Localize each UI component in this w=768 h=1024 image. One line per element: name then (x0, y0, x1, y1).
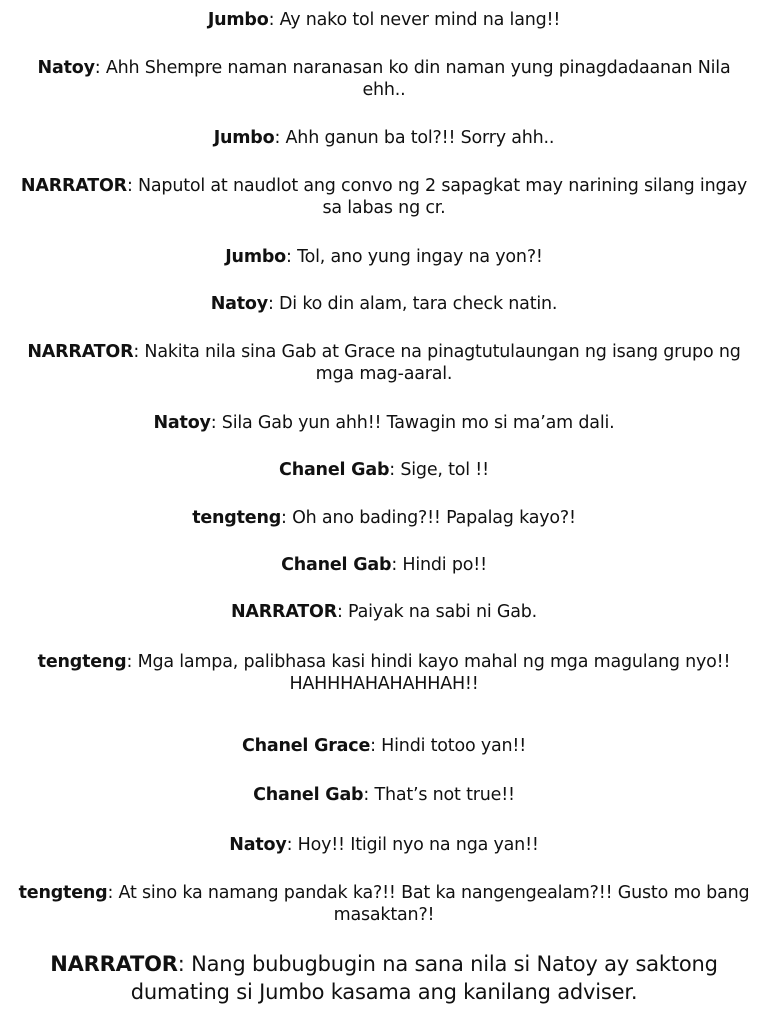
dialogue-line (14, 882, 754, 926)
dialogue-text: : Di ko din alam, tara check natin. (267, 294, 558, 314)
dialogue-text: : Sige, tol !! (389, 460, 489, 480)
dialogue-text: : Nang bubugbugin na sana nila si Natoy ay saktong dumating si Jumbo kasama ang kanilang adviser. (130, 952, 718, 1004)
dialogue-line (14, 834, 754, 856)
dialogue-line (14, 554, 754, 576)
dialogue-text: : Nakita nila sina Gab at Grace na pinagtutulaungan ng isang grupo ng mga mag-aaral. (133, 342, 741, 384)
dialogue-text: : Ahh Shempre naman naranasan ko din naman yung pinagdadaanan Nila ehh.. (94, 58, 731, 100)
dialogue-text: : Hindi totoo yan!! (370, 736, 527, 756)
speaker-name: Jumbo (225, 247, 287, 267)
dialogue-text: : Naputol at naudlot ang convo ng 2 sapagkat may narining silang ingay sa labas ng cr. (126, 176, 748, 218)
dialogue-text: : Mga lampa, palibhasa kasi hindi kayo mahal ng mga magulang nyo!! HAHHHAHAHAHHAH!! (126, 652, 731, 694)
dialogue-line (14, 601, 754, 623)
dialogue-line (14, 735, 754, 757)
speaker-name: Natoy (153, 413, 211, 433)
speaker-name: Natoy (210, 294, 268, 314)
dialogue-line (14, 127, 754, 149)
dialogue-line (14, 507, 754, 529)
dialogue-line (14, 246, 754, 268)
speaker-name: NARRATOR (27, 342, 134, 362)
dialogue-text: : Ahh ganun ba tol?!! Sorry ahh.. (274, 128, 555, 148)
speaker-name: Chanel Grace (241, 736, 371, 756)
narration-line (30, 950, 738, 1006)
dialogue-line (14, 175, 754, 219)
dialogue-text: : Tol, ano yung ingay na yon?! (286, 247, 543, 267)
speaker-name: Chanel Gab (281, 555, 392, 575)
dialogue-text: : Sila Gab yun ahh!! Tawagin mo si ma’am dali. (210, 413, 615, 433)
speaker-name: Natoy (229, 835, 287, 855)
dialogue-text: : That’s not true!! (363, 785, 515, 805)
dialogue-line (14, 412, 754, 434)
speaker-name: Jumbo (213, 128, 275, 148)
dialogue-line (14, 293, 754, 315)
dialogue-line (14, 9, 754, 31)
dialogue-text: : Oh ano bading?!! Papalag kayo?! (281, 508, 576, 528)
speaker-name: tengteng (192, 508, 282, 528)
speaker-name: Chanel Gab (279, 460, 390, 480)
speaker-name: Jumbo (207, 10, 269, 30)
dialogue-text: : At sino ka namang pandak ka?!! Bat ka nangengealam?!! Gusto mo bang masaktan?! (107, 883, 750, 925)
dialogue-text: : Ay nako tol never mind na lang!! (268, 10, 561, 30)
speaker-name: NARRATOR (20, 176, 127, 196)
dialogue-text: : Paiyak na sabi ni Gab. (337, 602, 538, 622)
dialogue-text: : Hoy!! Itigil nyo na nga yan!! (286, 835, 539, 855)
dialogue-line (14, 459, 754, 481)
speaker-name: tengteng (37, 652, 127, 672)
speaker-name: NARRATOR (50, 952, 178, 976)
dialogue-line (14, 651, 754, 695)
dialogue-text: : Hindi po!! (391, 555, 487, 575)
dialogue-line (14, 57, 754, 101)
dialogue-line (14, 341, 754, 385)
speaker-name: NARRATOR (230, 602, 337, 622)
dialogue-line (14, 784, 754, 806)
speaker-name: Natoy (37, 58, 95, 78)
speaker-name: tengteng (18, 883, 108, 903)
speaker-name: Chanel Gab (253, 785, 364, 805)
